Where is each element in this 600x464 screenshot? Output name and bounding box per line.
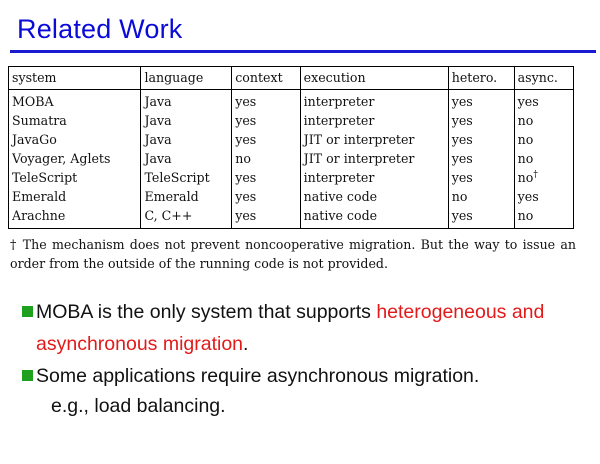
cell-context: yes: [232, 188, 300, 207]
cell-context: yes: [232, 131, 300, 150]
table-row: [9, 131, 573, 150]
cell-system: Voyager, Aglets: [12, 151, 111, 166]
square-bullet-icon: [22, 370, 33, 381]
cell-execution: interpreter: [300, 92, 448, 112]
cell-system: Emerald: [12, 189, 67, 204]
async-value: no: [517, 151, 534, 166]
bullet-list: [22, 296, 592, 420]
table-row: [9, 188, 573, 207]
bullet-item: [22, 296, 592, 360]
cell-async: [514, 188, 573, 207]
cell-hetero: yes: [448, 92, 514, 112]
cell-hetero: no: [448, 188, 514, 207]
header-execution: execution: [300, 67, 448, 90]
sub-bullet-text: e.g., load balancing.: [51, 395, 226, 417]
header-hetero: hetero.: [448, 67, 514, 90]
table-footnote: † The mechanism does not prevent noncooperative migration. But the way to issue an order from the outside of the running code is not provided.: [10, 237, 576, 271]
table-row: [9, 92, 573, 112]
bullet-text: MOBA is the only system that supports: [36, 301, 377, 323]
header-async: async.: [514, 67, 573, 90]
header-system: system: [9, 67, 141, 90]
cell-context: yes: [232, 92, 300, 112]
async-value: yes: [517, 189, 539, 204]
cell-hetero: yes: [448, 169, 514, 188]
comparison-table: [8, 66, 574, 229]
cell-async: [514, 207, 573, 228]
cell-execution: JIT or interpreter: [300, 131, 448, 150]
header-language: language: [141, 67, 232, 90]
table-row: [9, 207, 573, 228]
bullet-text: Some applications require asynchronous migration.: [36, 365, 480, 387]
table-row: [9, 150, 573, 169]
async-value: no: [517, 170, 534, 185]
square-bullet-icon: [22, 306, 33, 317]
cell-hetero: yes: [448, 207, 514, 228]
cell-hetero: yes: [448, 150, 514, 169]
cell-hetero: yes: [448, 131, 514, 150]
cell-system: Sumatra: [12, 113, 67, 128]
cell-async: [514, 131, 573, 150]
cell-language: TeleScript: [141, 169, 232, 188]
cell-execution: native code: [300, 207, 448, 228]
cell-language: Java: [141, 112, 232, 131]
cell-context: no: [232, 150, 300, 169]
cell-system: Arachne: [12, 208, 66, 223]
cell-language: Java: [141, 131, 232, 150]
title-underline: [10, 50, 596, 53]
cell-system: TeleScript: [12, 170, 78, 185]
cell-async: [514, 112, 573, 131]
async-value: no: [517, 132, 534, 147]
cell-execution: JIT or interpreter: [300, 150, 448, 169]
cell-hetero: yes: [448, 112, 514, 131]
cell-execution: interpreter: [300, 112, 448, 131]
async-value: no: [517, 208, 534, 223]
cell-context: yes: [232, 112, 300, 131]
async-value: yes: [517, 94, 539, 109]
slide-title: Related Work: [17, 14, 183, 44]
cell-context: yes: [232, 207, 300, 228]
bullet-text-end: .: [243, 333, 249, 355]
cell-async: [514, 150, 573, 169]
cell-async: [514, 92, 573, 112]
cell-context: yes: [232, 169, 300, 188]
cell-system: JavaGo: [12, 132, 57, 147]
table-row: [9, 169, 573, 188]
async-value: no: [517, 113, 534, 128]
bullet-item: [22, 360, 592, 392]
cell-language: C, C++: [141, 207, 232, 228]
highlight-text: heterogeneous and asynchronous migration: [36, 301, 545, 355]
cell-execution: interpreter: [300, 169, 448, 188]
cell-language: Emerald: [141, 188, 232, 207]
header-context: context: [232, 67, 300, 90]
cell-language: Java: [141, 150, 232, 169]
cell-async: [514, 169, 573, 188]
dagger-mark: †: [533, 169, 538, 180]
table-header-row: [9, 67, 573, 90]
table-row: [9, 112, 573, 131]
cell-language: Java: [141, 92, 232, 112]
cell-system: MOBA: [12, 94, 54, 109]
cell-execution: native code: [300, 188, 448, 207]
